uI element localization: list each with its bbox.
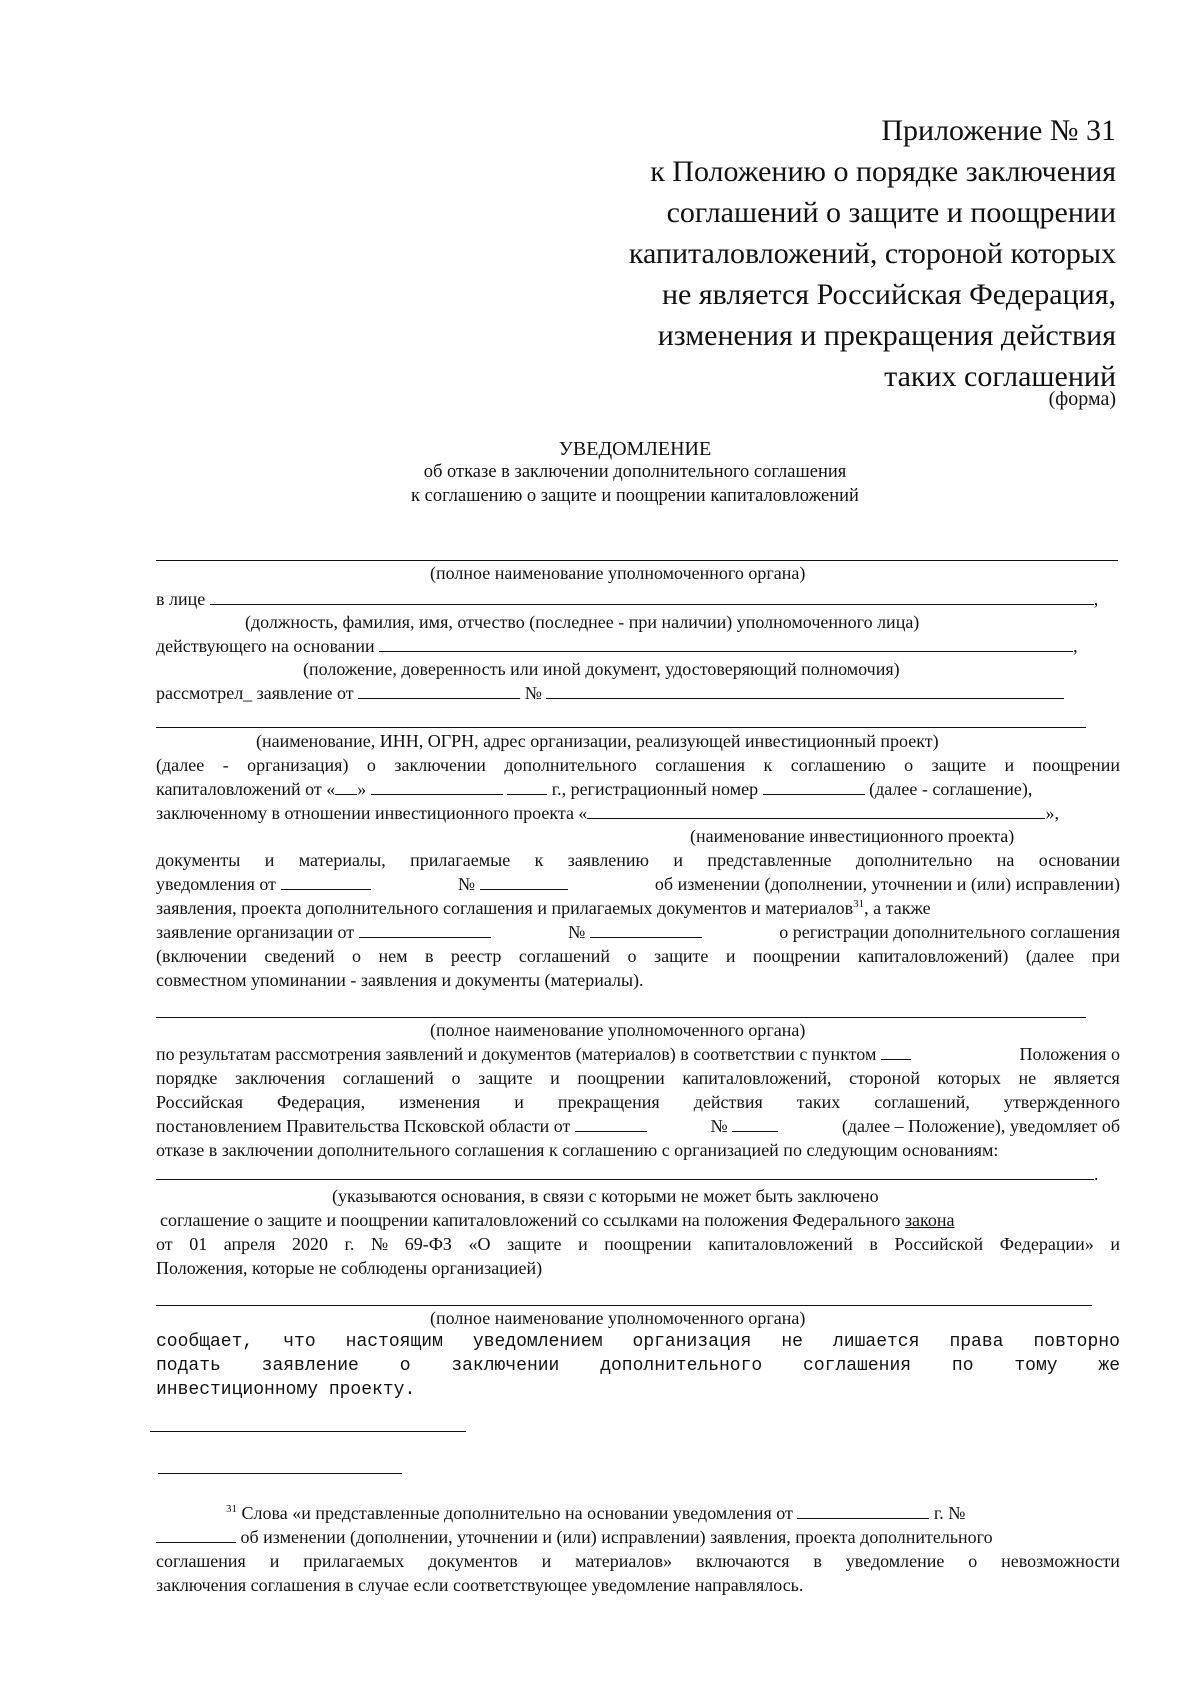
header-line: не является Российская Федерация, <box>661 278 1116 311</box>
text: действующего на основании <box>156 636 375 656</box>
caption: (полное наименование уполномоченного органа) <box>430 563 806 583</box>
paragraph-line: отказе в заключении дополнительного соглашения к соглашению с организацией по следующим основаниям: <box>156 1140 999 1160</box>
blank-line <box>587 804 1045 819</box>
text-line <box>156 683 1064 704</box>
blank-line <box>156 560 1118 561</box>
text-line: действующего на основании , <box>156 636 1078 656</box>
caption: (полное наименование уполномоченного органа) <box>430 1020 806 1040</box>
signature-line <box>150 1431 466 1432</box>
blank-line <box>590 923 702 938</box>
header-line: капиталовложений, стороной которых <box>628 237 1116 270</box>
paragraph-line: документы и материалы, прилагаемые к заявлению и представленные дополнительно на основании <box>156 850 1120 870</box>
paragraph-line: совместном упоминании - заявления и документы (материалы). <box>156 970 644 990</box>
caption: от 01 апреля 2020 г. № 69-ФЗ «О защите и поощрении капиталовложений в Российской Федерации» и <box>156 1234 1120 1254</box>
blank-line <box>156 1165 1094 1180</box>
blank-line <box>210 590 1094 605</box>
blank-line <box>156 1305 1092 1306</box>
blank-line <box>358 684 520 699</box>
blank-line <box>281 875 371 890</box>
paragraph-line: инвестиционному проекту. <box>156 1380 416 1400</box>
blank-line <box>335 780 357 795</box>
text: в лице <box>156 589 206 609</box>
document-subtitle: об отказе в заключении дополнительного соглашения <box>423 462 847 482</box>
blank-line <box>732 1117 778 1132</box>
paragraph-line: по результатам рассмотрения заявлений и документов (материалов) в соответствии с пунктом Положения о <box>156 1044 1120 1064</box>
footnote-separator <box>158 1473 402 1474</box>
footnote-line: $^{31}$ Слова «и представленные дополнительно на основании уведомления от г. № <box>226 1503 966 1523</box>
blank-line <box>763 780 865 795</box>
document-title: УВЕДОМЛЕНИЕ <box>558 438 712 460</box>
blank-line <box>797 1504 929 1519</box>
paragraph-line: уведомления от № об изменении (дополнении, уточнении и (или) исправлении) <box>156 874 1120 894</box>
form-label: (форма) <box>1048 388 1116 410</box>
caption: (должность, фамилия, имя, отчество (последнее - при наличии) уполномоченного лица) <box>245 612 920 632</box>
paragraph-line: капиталовложений от « » г., регистрационный номер (далее - соглашение), <box>156 779 1033 799</box>
paragraph-line: заявления, проекта дополнительного соглашения и прилагаемых документов и материалов$^{31}$, а также <box>156 898 931 918</box>
blank-line <box>507 780 547 795</box>
text: № <box>524 683 542 703</box>
header-line: таких соглашений <box>884 360 1116 393</box>
blank-line <box>371 780 503 795</box>
law-link[interactable]: закона <box>904 1210 955 1230</box>
caption: соглашение о защите и поощрении капиталовложений со ссылками на положения Федерального закона <box>160 1210 955 1230</box>
caption: (указываются основания, в связи с которыми не может быть заключено <box>332 1186 879 1206</box>
caption: (полное наименование уполномоченного органа) <box>430 1308 806 1328</box>
paragraph-line: заявление организации от № о регистрации дополнительного соглашения <box>156 922 1120 942</box>
blank-line <box>156 727 1086 728</box>
blank-line <box>156 1017 1086 1018</box>
caption: Положения, которые не соблюдены организацией) <box>156 1258 543 1278</box>
text: рассмотрел_ заявление от <box>156 683 354 703</box>
footnote-number: 31 <box>226 1503 237 1515</box>
document-subtitle: к соглашению о защите и поощрении капиталовложений <box>411 486 859 506</box>
blank-line <box>575 1117 647 1132</box>
caption: (положение, доверенность или иной документ, удостоверяющий полномочия) <box>303 659 900 679</box>
header-line: к Положению о порядке заключения <box>650 155 1116 188</box>
paragraph-line: (далее - организация) о заключении дополнительного соглашения к соглашению о защите и поощрении <box>156 755 1120 775</box>
caption: (наименование инвестиционного проекта) <box>690 826 1015 846</box>
header-line: изменения и прекращения действия <box>657 319 1116 352</box>
paragraph-line: подать заявление о заключении дополнительного соглашения по тому же <box>156 1356 1120 1376</box>
paragraph-line: постановлением Правительства Псковской области от № (далее – Положение), уведомляет об <box>156 1116 1120 1136</box>
footnote-ref[interactable]: 31 <box>853 898 865 910</box>
text-line: . <box>156 1164 1099 1185</box>
blank-line <box>156 1528 236 1543</box>
footnote-line: заключения соглашения в случае если соответствующее уведомление направлялось. <box>156 1575 804 1595</box>
blank-line <box>546 684 1064 699</box>
footnote-line: соглашения и прилагаемых документов и материалов» включаются в уведомление о невозможности <box>156 1551 1120 1571</box>
appendix-header <box>629 110 1116 397</box>
paragraph-line: сообщает, что настоящим уведомлением организация не лишается права повторно <box>156 1332 1120 1352</box>
paragraph-line: (включении сведений о нем в реестр соглашений о защите и поощрении капиталовложений) (далее при <box>156 946 1120 966</box>
blank-line <box>359 923 491 938</box>
text-line: в лице , <box>156 589 1099 609</box>
header-line: Приложение № 31 <box>881 114 1116 147</box>
paragraph-line: порядке заключения соглашений о защите и поощрении капиталовложений, стороной которых не является <box>156 1068 1120 1088</box>
header-line: соглашений о защите и поощрении <box>666 196 1116 229</box>
caption: (наименование, ИНН, ОГРН, адрес организации, реализующей инвестиционный проект) <box>256 731 939 751</box>
blank-line <box>480 875 568 890</box>
blank-line <box>881 1045 911 1060</box>
paragraph-line: заключенному в отношении инвестиционного проекта « », <box>156 803 1059 823</box>
paragraph-line: Российская Федерация, изменения и прекращения действия таких соглашений, утвержденного <box>156 1092 1120 1112</box>
footnote-line: об изменении (дополнении, уточнении и (или) исправлении) заявления, проекта дополнительного <box>156 1527 993 1548</box>
blank-line <box>379 637 1073 652</box>
